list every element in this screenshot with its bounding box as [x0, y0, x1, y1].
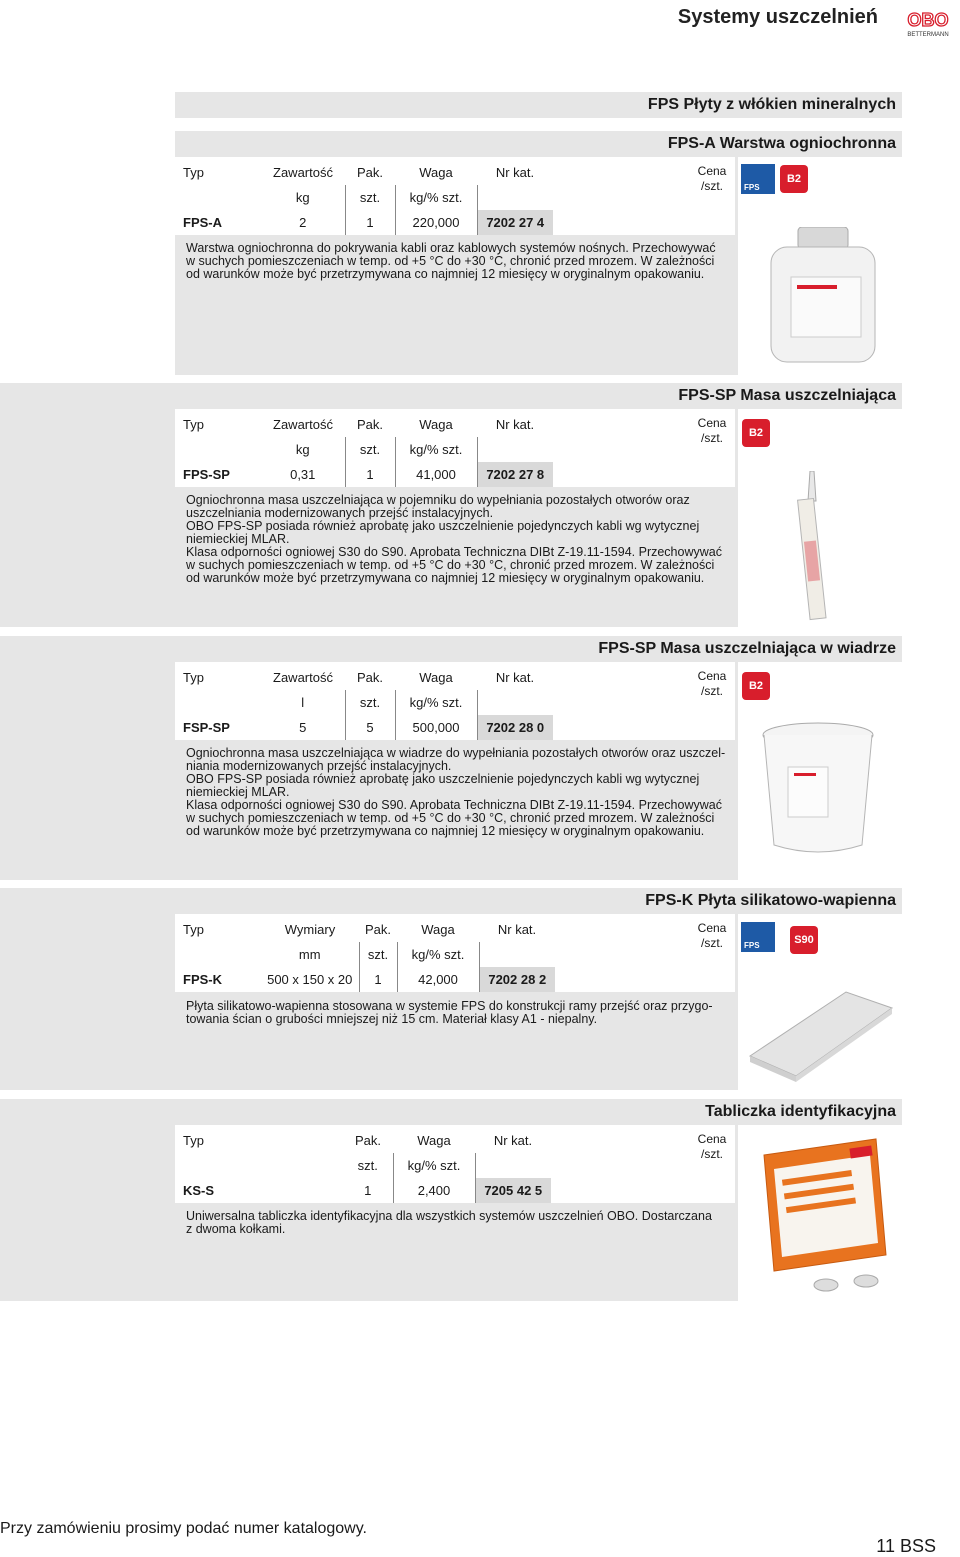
unit-waga: kg/% szt. — [393, 1153, 475, 1178]
page-number: 11 BSS — [876, 1536, 936, 1556]
product-image-2 — [738, 409, 902, 627]
description-3 — [180, 741, 736, 844]
cena-label-3 — [697, 669, 727, 699]
product-image-5 — [738, 1125, 902, 1301]
page-title: Systemy uszczelnień — [677, 6, 878, 28]
row-typ: FPS-A — [183, 215, 222, 230]
description-line: uszczelniania modernizowanych przejść instalacyjnych. — [186, 506, 494, 520]
row-typ: KS-S — [183, 1183, 215, 1198]
b2-badge-icon: B2 — [742, 419, 770, 447]
cena-label-5 — [697, 1132, 727, 1162]
row-waga: 41,000 — [395, 462, 477, 487]
product-heading-5: Tabliczka identyfikacyjna — [705, 1103, 896, 1120]
col-typ: Typ — [183, 1133, 204, 1148]
product-image-3 — [738, 662, 902, 880]
cena-text: Cena — [697, 416, 727, 430]
description-4 — [180, 994, 736, 1032]
row-nr-kat: 7202 27 8 — [477, 462, 553, 487]
unit-waga: kg/% szt. — [395, 690, 477, 715]
description-line: w suchych pomieszczeniach w temp. od +5 °C do +30 °C, chronić przed mrozem. W zależności — [186, 811, 715, 825]
product-heading-3: FPS-SP Masa uszczelniająca w wiadrze — [598, 640, 896, 657]
description-line: Klasa odporności ogniowej S30 do S90. Aprobata Techniczna DIBt Z-19.11-1594. Przechowywać — [186, 798, 722, 812]
description-line: niemieckiej MLAR. — [186, 785, 290, 799]
col-typ: Typ — [183, 165, 204, 180]
unit-waga: kg/% szt. — [395, 185, 477, 210]
cena-label-2 — [697, 416, 727, 446]
fps-badge-icon: FPS — [741, 922, 775, 952]
product-panel-3 — [0, 662, 175, 880]
spec-table-3 — [177, 665, 553, 740]
col-typ: Typ — [183, 417, 204, 432]
product-heading-4: FPS-K Płyta silikatowo-wapienna — [645, 892, 896, 909]
description-line: Warstwa ogniochronna do pokrywania kabli oraz kablowych systemów nośnych. Przechowywać — [186, 241, 716, 255]
unit-pak: szt. — [345, 437, 395, 462]
description-line: Ogniochronna masa uszczelniająca w wiadrze do wypełniania pozostałych otworów oraz uszczel- — [186, 746, 726, 760]
col-waga: Waga — [419, 670, 453, 685]
col-waga: Waga — [419, 165, 453, 180]
row-pak: 1 — [343, 1178, 393, 1203]
col-nr-kat: Nr kat. — [495, 417, 535, 432]
s90-badge-icon: S90 — [790, 926, 818, 954]
unit-zawartosc: l — [261, 690, 345, 715]
col-pak: Pak. — [356, 165, 383, 180]
cena-text: Cena — [697, 921, 727, 935]
row-waga: 500,000 — [395, 715, 477, 740]
description-line: niania modernizowanych przejść instalacyjnych. — [186, 759, 452, 773]
fps-badge-icon: FPS — [741, 164, 775, 194]
unit-nr-kat — [477, 437, 553, 462]
row-nr-kat: 7202 28 0 — [477, 715, 553, 740]
unit-typ — [177, 690, 261, 715]
unit-pak: szt. — [345, 690, 395, 715]
unit-waga: kg/% szt. — [397, 942, 479, 967]
bucket-image — [758, 717, 878, 857]
cena-unit: /szt. — [700, 431, 723, 445]
logo-subtext: BETTERMANN — [907, 32, 949, 38]
logo-text: OBO — [907, 10, 949, 30]
row-zawartosc: 2 — [261, 210, 345, 235]
cena-unit: /szt. — [700, 936, 723, 950]
section-title: FPS Płyty z włókien mineralnych — [647, 96, 896, 113]
col-waga: Waga — [417, 1133, 451, 1148]
unit-nr-kat — [475, 1153, 551, 1178]
id-plate-image — [746, 1135, 896, 1295]
description-line: Klasa odporności ogniowej S30 do S90. Aprobata Techniczna DIBt Z-19.11-1594. Przechowywać — [186, 545, 722, 559]
product-image-4 — [738, 914, 902, 1090]
cena-text: Cena — [697, 164, 727, 178]
row-pak: 5 — [345, 715, 395, 740]
row-typ: FSP-SP — [183, 720, 230, 735]
unit-nr-kat — [477, 185, 553, 210]
unit-pak: szt. — [343, 1153, 393, 1178]
cena-unit: /szt. — [700, 179, 723, 193]
product-image-1 — [738, 157, 902, 375]
spec-table-2 — [177, 412, 553, 487]
description-1 — [180, 236, 736, 287]
description-line: od warunków może być przetrzymywana co najmniej 12 miesięcy w oryginalnym opakowaniu. — [186, 571, 705, 585]
product-heading-2: FPS-SP Masa uszczelniająca — [678, 387, 896, 404]
spec-table-5 — [177, 1128, 551, 1203]
unit-nr-kat — [479, 942, 555, 967]
container-jar-image — [763, 227, 883, 367]
col-pak: Pak. — [354, 1133, 381, 1148]
description-line: OBO FPS-SP posiada również aprobatę jako uszczelnienie pojedynczych kabli wg wytycznej — [186, 772, 700, 786]
cartridge-image — [788, 471, 848, 621]
product-heading-1: FPS-A Warstwa ogniochronna — [667, 135, 896, 152]
col-nr-kat: Nr kat. — [495, 165, 535, 180]
unit-nr-kat — [477, 690, 553, 715]
col-zawartosc: Zawartość — [273, 670, 333, 685]
unit-pak: szt. — [359, 942, 397, 967]
unit-wymiary: mm — [261, 942, 359, 967]
spec-table-1 — [177, 160, 553, 235]
cena-unit: /szt. — [700, 1147, 723, 1161]
row-pak: 1 — [359, 967, 397, 992]
unit-waga: kg/% szt. — [395, 437, 477, 462]
row-pak: 1 — [345, 462, 395, 487]
order-note: Przy zamówieniu prosimy podać numer katalogowy. — [0, 1520, 367, 1537]
unit-typ — [177, 437, 261, 462]
unit-typ — [177, 1153, 343, 1178]
description-line: OBO FPS-SP posiada również aprobatę jako uszczelnienie pojedynczych kabli wg wytycznej — [186, 519, 700, 533]
row-nr-kat: 7202 28 2 — [479, 967, 555, 992]
unit-typ — [177, 185, 261, 210]
cena-label-1 — [697, 164, 727, 194]
col-wymiary: Wymiary — [284, 922, 336, 937]
description-5 — [180, 1204, 736, 1242]
row-nr-kat: 7205 42 5 — [475, 1178, 551, 1203]
row-nr-kat: 7202 27 4 — [477, 210, 553, 235]
product-panel-4 — [0, 914, 175, 1090]
product-panel-5 — [0, 1125, 175, 1301]
col-nr-kat: Nr kat. — [493, 1133, 533, 1148]
col-typ: Typ — [183, 922, 204, 937]
unit-pak: szt. — [345, 185, 395, 210]
col-pak: Pak. — [356, 417, 383, 432]
description-line: Ogniochronna masa uszczelniająca w pojemniku do wypełniania pozostałych otworów oraz — [186, 493, 690, 507]
cena-unit: /szt. — [700, 684, 723, 698]
row-waga: 2,400 — [393, 1178, 475, 1203]
description-line: od warunków może być przetrzymywana co najmniej 12 miesięcy w oryginalnym opakowaniu. — [186, 267, 705, 281]
unit-typ — [177, 942, 261, 967]
cena-text: Cena — [697, 1132, 727, 1146]
b2-badge-icon: B2 — [780, 165, 808, 193]
col-pak: Pak. — [365, 922, 392, 937]
b2-badge-icon: B2 — [742, 672, 770, 700]
col-typ: Typ — [183, 670, 204, 685]
col-zawartosc: Zawartość — [273, 417, 333, 432]
row-waga: 42,000 — [397, 967, 479, 992]
description-line: Uniwersalna tabliczka identyfikacyjna dla wszystkich systemów uszczelnień OBO. Dostarczana — [186, 1209, 712, 1223]
row-pak: 1 — [345, 210, 395, 235]
description-line: towania ścian o grubości mniejszej niż 15 cm. Materiał klasy A1 - niepalny. — [186, 1012, 598, 1026]
unit-zawartosc: kg — [261, 437, 345, 462]
col-zawartosc: Zawartość — [273, 165, 333, 180]
col-pak: Pak. — [356, 670, 383, 685]
spec-table-4 — [177, 917, 555, 992]
col-nr-kat: Nr kat. — [495, 670, 535, 685]
board-image — [746, 984, 896, 1084]
col-waga: Waga — [421, 922, 455, 937]
description-line: z dwoma kołkami. — [186, 1222, 286, 1236]
description-2 — [180, 488, 736, 591]
description-line: w suchych pomieszczeniach w temp. od +5 °C do +30 °C, chronić przed mrozem. W zależności — [186, 558, 715, 572]
row-typ: FPS-SP — [183, 467, 230, 482]
description-line: od warunków może być przetrzymywana co najmniej 12 miesięcy w oryginalnym opakowaniu. — [186, 824, 705, 838]
cena-text: Cena — [697, 669, 727, 683]
description-line: w suchych pomieszczeniach w temp. od +5 °C do +30 °C, chronić przed mrozem. W zależności — [186, 254, 715, 268]
row-waga: 220,000 — [395, 210, 477, 235]
description-line: niemieckiej MLAR. — [186, 532, 290, 546]
col-nr-kat: Nr kat. — [497, 922, 537, 937]
description-line: Płyta silikatowo-wapienna stosowana w systemie FPS do konstrukcji ramy przejść oraz przygo- — [186, 999, 713, 1013]
row-wymiary: 500 x 150 x 20 — [261, 967, 359, 992]
unit-zawartosc: kg — [261, 185, 345, 210]
row-zawartosc: 5 — [261, 715, 345, 740]
col-waga: Waga — [419, 417, 453, 432]
cena-label-4 — [697, 921, 727, 951]
obo-logo — [900, 8, 956, 38]
row-zawartosc: 0,31 — [261, 462, 345, 487]
row-typ: FPS-K — [183, 972, 222, 987]
product-panel-2 — [0, 409, 175, 627]
